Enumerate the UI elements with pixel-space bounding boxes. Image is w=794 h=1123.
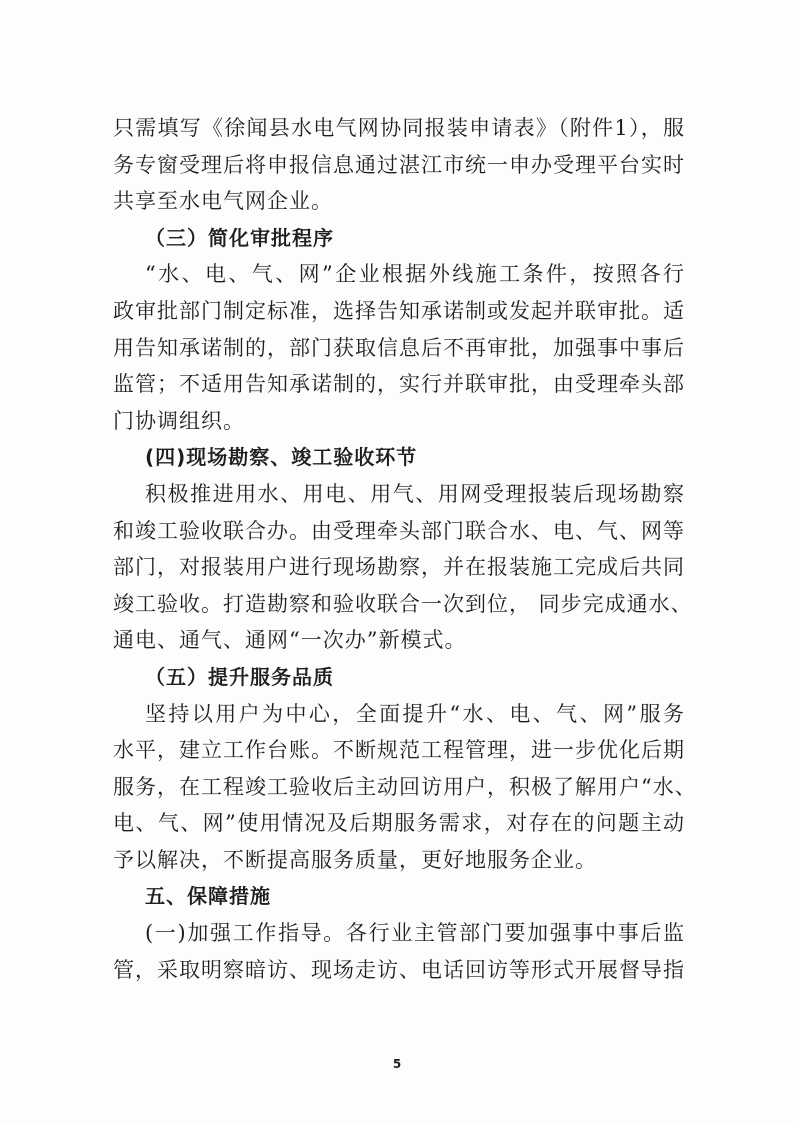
section-heading: 五、保障措施 xyxy=(145,884,271,909)
text-line: 门协调组织。 xyxy=(113,408,245,433)
text-line: 水平，建立工作台账。不断规范工程管理，进一步优化后期 xyxy=(113,738,685,763)
text-line: 和竣工验收联合办。由受理牵头部门联合水、电、气、网等 xyxy=(113,518,685,543)
text-line: 通电、通气、通网“一次办”新模式。 xyxy=(113,628,467,653)
page-number: 5 xyxy=(392,1057,402,1071)
section-heading: （三）简化审批程序 xyxy=(145,225,334,250)
document-body xyxy=(113,110,697,988)
text-line: 务专窗受理后将申报信息通过湛江市统一申办受理平台实时 xyxy=(113,152,685,177)
text-line: 管，采取明察暗访、现场走访、电话回访等形式开展督导指 xyxy=(113,957,685,982)
text-line: 予以解决，不断提高服务质量，更好地服务企业。 xyxy=(113,847,597,872)
text-line: “水、电、气、网”企业根据外线施工条件，按照各行 xyxy=(145,262,685,287)
text-line: 共享至水电气网企业。 xyxy=(113,189,333,214)
text-line: 部门，对报装用户进行现场勘察，并在报装施工完成后共同 xyxy=(113,555,685,580)
text-line: (一)加强工作指导。各行业主管部门要加强事中事后监 xyxy=(145,921,685,946)
text-line: 电、气、网”使用情况及后期服务需求，对存在的问题主动 xyxy=(113,811,685,836)
text-line: 坚持以用户为中心，全面提升“水、电、气、网”服务 xyxy=(145,701,685,726)
text-line: 用告知承诺制的，部门获取信息后不再审批，加强事中事后 xyxy=(113,335,685,360)
section-heading: (四)现场勘察、竣工验收环节 xyxy=(145,445,418,470)
text-line: 只需填写《徐闻县水电气网协同报装申请表》（附件1），服 xyxy=(113,116,685,140)
text-line: 政审批部门制定标准，选择告知承诺制或发起并联审批。适 xyxy=(113,298,685,323)
text-line: 服务，在工程竣工验收后主动回访用户，积极了解用户“水、 xyxy=(113,774,697,799)
text-line: 竣工验收。打造勘察和验收联合一次到位， 同步完成通水、 xyxy=(113,591,693,616)
text-line: 积极推进用水、用电、用气、用网受理报装后现场勘察 xyxy=(145,481,685,506)
text-line: 监管；不适用告知承诺制的，实行并联审批，由受理牵头部 xyxy=(113,372,685,397)
section-heading: （五）提升服务品质 xyxy=(145,664,334,689)
